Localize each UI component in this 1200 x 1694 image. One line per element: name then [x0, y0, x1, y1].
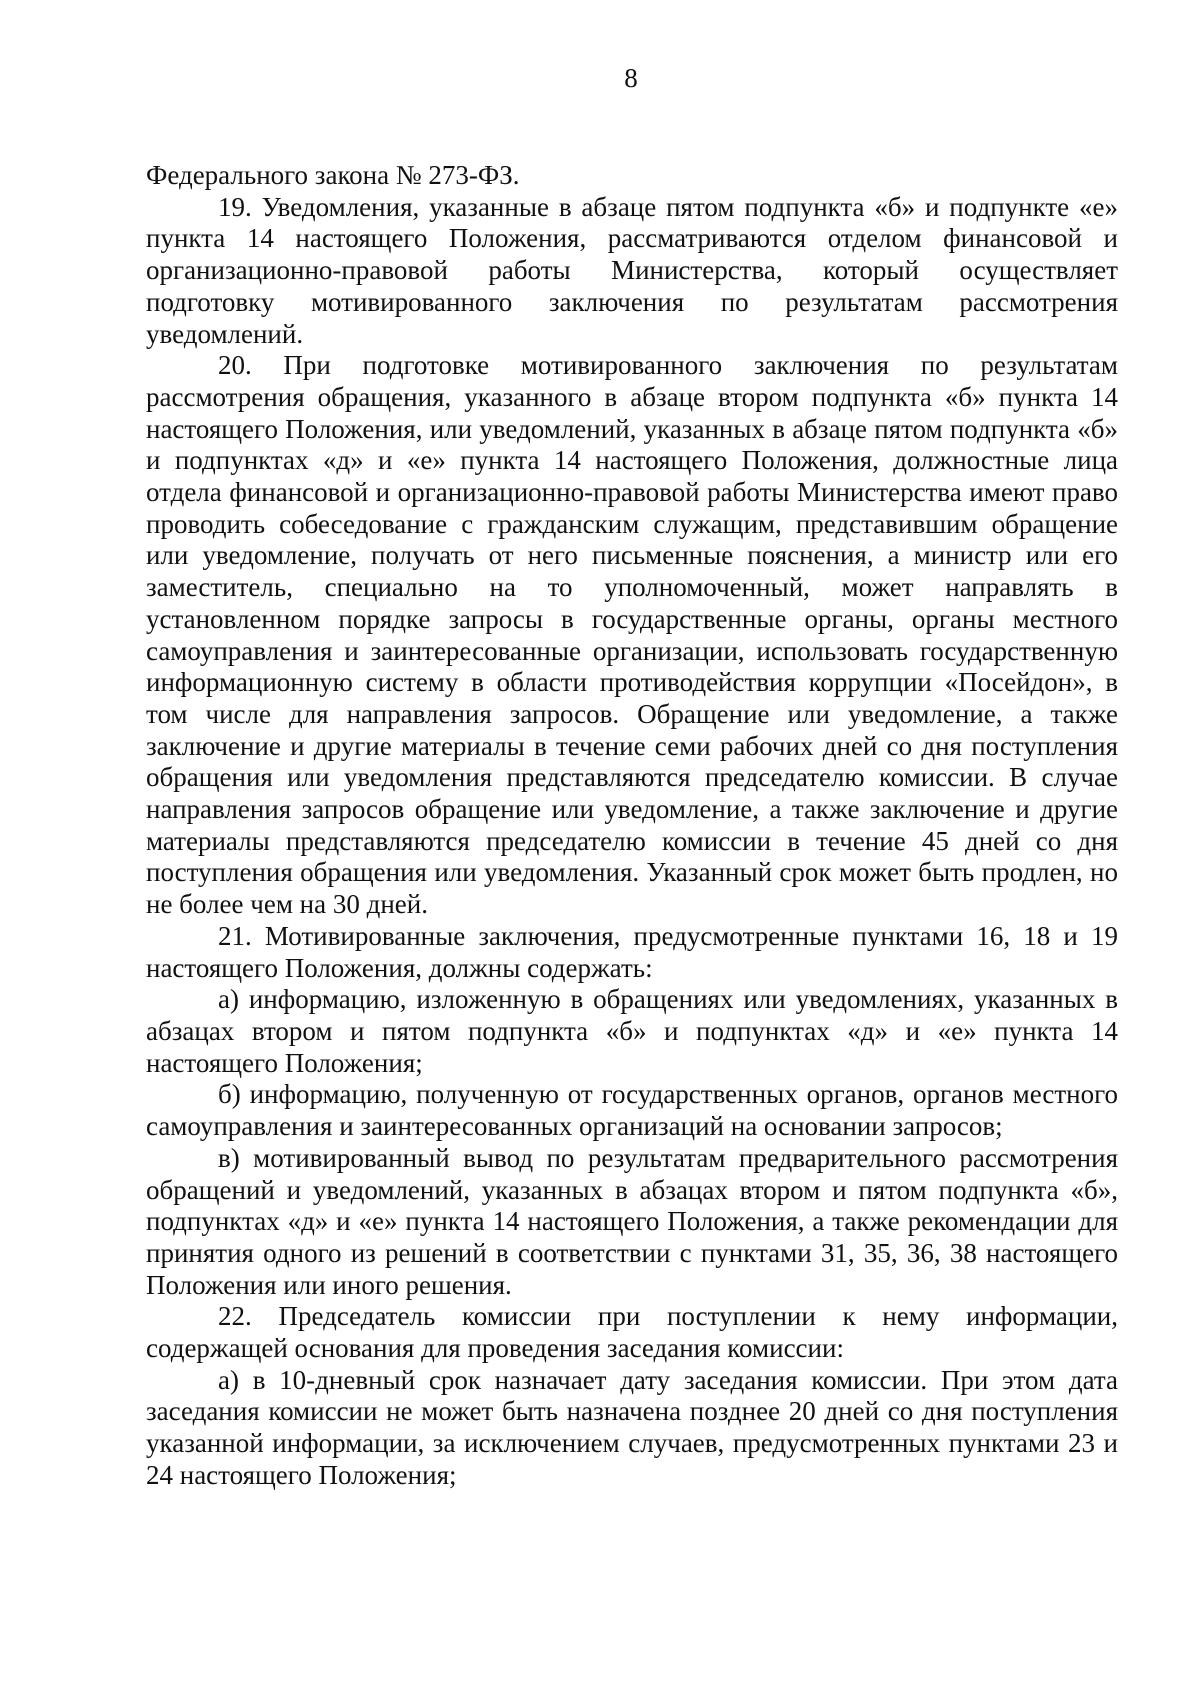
paragraph-19: 19. Уведомления, указанные в абзаце пятом подпункта «б» и подпункте «е» пункта 14 настоящего Положения, рассматриваются отделом финансовой и организационно-правовой работы Министерства, который осуществляет подготовку мотивированного заключения по результатам рассмотрения уведомлений.: [146, 191, 1118, 349]
document-body: [146, 160, 1118, 1492]
page-number: 8: [624, 63, 638, 93]
paragraph-22: 22. Председатель комиссии при поступлении к нему информации, содержащей основания для проведения заседания комиссии:: [146, 1301, 1118, 1364]
paragraph-21-a: а) информацию, изложенную в обращениях или уведомлениях, указанных в абзацах втором и пятом подпункта «б» и подпунктах «д» и «е» пункта 14 настоящего Положения;: [146, 984, 1118, 1078]
paragraph-21: 21. Мотивированные заключения, предусмотренные пунктами 16, 18 и 19 настоящего Положения, должны содержать:: [146, 920, 1118, 983]
paragraph-20: 20. При подготовке мотивированного заключения по результатам рассмотрения обращения, указанного в абзаце втором подпункта «б» пункта 14 настоящего Положения, или уведомлений, указанных в абзаце пятом подпункта «б» и подпунктах «д» и «е» пункта 14 настоящего Положения, должностные лица отдела финансовой и организационно-правовой работы Министерства имеют право проводить собеседование с гражданским служащим, представившим обращение или уведомление, получать от него письменные пояснения, а министр или его заместитель, специально на то уполномоченный, может направлять в установленном порядке запросы в государственные органы, органы местного самоуправления и заинтересованные организации, использовать государственную информационную систему в области противодействия коррупции «Посейдон», в том числе для направления запросов. Обращение или уведомление, а также заключение и другие материалы в течение семи рабочих дней со дня поступления обращения или уведомления представляются председателю комиссии. В случае направления запросов обращение или уведомление, а также заключение и другие материалы представляются председателю комиссии в течение 45 дней со дня поступления обращения или уведомления. Указанный срок может быть продлен, но не более чем на 30 дней.: [146, 350, 1118, 920]
paragraph-22-a: а) в 10-дневный срок назначает дату заседания комиссии. При этом дата заседания комиссии не может быть назначена позднее 20 дней со дня поступления указанной информации, за исключением случаев, предусмотренных пунктами 23 и 24 настоящего Положения;: [146, 1364, 1118, 1490]
paragraph-21-v: в) мотивированный вывод по результатам предварительного рассмотрения обращений и уведомлений, указанных в абзацах втором и пятом подпункта «б», подпунктах «д» и «е» пункта 14 настоящего Положения, а также рекомендации для принятия одного из решений в соответствии с пунктами 31, 35, 36, 38 настоящего Положения или иного решения.: [146, 1142, 1118, 1300]
paragraph-law-reference: Федерального закона № 273-ФЗ.: [146, 160, 520, 190]
paragraph-21-b: б) информацию, полученную от государственных органов, органов местного самоуправления и заинтересованных организаций на основании запросов;: [146, 1079, 1118, 1142]
